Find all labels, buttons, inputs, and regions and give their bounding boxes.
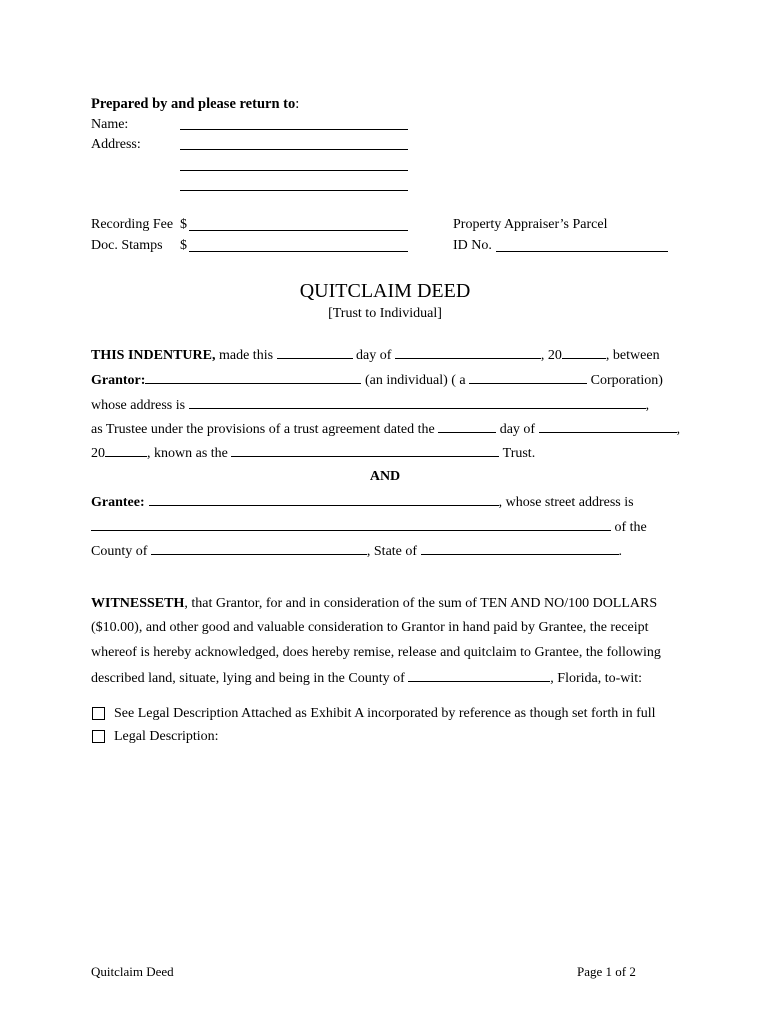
trust-comma-text: , [676, 422, 681, 437]
an-individual-text: (an individual) ( a [361, 373, 470, 388]
witness-line-3: whereof is hereby acknowledged, does hereby remise, release and quitclaim to Grantee, the following [91, 645, 661, 660]
footer-title: Quitclaim Deed [91, 964, 174, 979]
grantee-address-field[interactable] [91, 517, 611, 531]
witness-text-4b: , Florida, to-wit: [550, 671, 643, 686]
document-subtitle: [Trust to Individual] [328, 306, 442, 321]
indenture-line [91, 345, 660, 365]
of-the-text: of the [611, 520, 647, 535]
grantor-label: Grantor: [91, 373, 146, 388]
legal-description-label: Legal Description: [114, 729, 219, 744]
address-label: Address: [91, 137, 141, 152]
day-of-text: day of [352, 348, 395, 363]
trust-year-prefix: 20 [91, 446, 105, 461]
doc-stamps-field[interactable] [189, 251, 408, 252]
name-label: Name: [91, 117, 129, 132]
grantor-name-field[interactable] [145, 370, 361, 384]
trust-name-field[interactable] [231, 443, 499, 457]
known-as-text: , known as the [147, 446, 232, 461]
recording-fee-dollar: $ [180, 217, 187, 232]
name-field[interactable] [180, 129, 408, 130]
between-text: , between [605, 348, 660, 363]
grantee-line [91, 492, 634, 512]
address-field-line-1[interactable] [180, 149, 408, 150]
state-of-text: , State of [366, 544, 421, 559]
grantee-label: Grantee: [91, 495, 145, 510]
indenture-year-field[interactable] [562, 345, 606, 359]
recording-fee-label: Recording Fee [91, 217, 174, 232]
as-trustee-text: as Trustee under the provisions of a trust agreement dated the [91, 422, 439, 437]
period-text: . [618, 544, 623, 559]
page-number: Page 1 of 2 [577, 964, 636, 979]
indenture-day-field[interactable] [277, 345, 353, 359]
made-this-text: made this [215, 348, 277, 363]
comma-text: , [645, 398, 650, 413]
witness-line-4 [91, 668, 642, 688]
parcel-label: Property Appraiser’s Parcel [453, 217, 608, 232]
address-field-line-3[interactable] [180, 190, 408, 191]
witness-text-1: , that Grantor, for and in consideration of the sum of TEN AND NO/100 DOLLARS [184, 596, 658, 611]
trust-year-field[interactable] [105, 443, 147, 457]
parcel-id-field[interactable] [496, 251, 668, 252]
witness-label: WITNESSETH [91, 596, 185, 611]
legal-description-checkbox[interactable] [92, 730, 105, 743]
indenture-label: THIS INDENTURE, [91, 348, 216, 363]
corporation-text: Corporation) [587, 373, 663, 388]
grantee-name-field[interactable] [149, 492, 499, 506]
doc-stamps-dollar: $ [180, 238, 187, 253]
grantor-address-field[interactable] [189, 395, 646, 409]
witness-text-4a: described land, situate, lying and being in the County of [91, 671, 409, 686]
trust-text: Trust. [499, 446, 536, 461]
exhibit-checkbox[interactable] [92, 707, 105, 720]
whose-address-text: whose address is [91, 398, 189, 413]
grantee-county-field[interactable] [151, 541, 367, 555]
land-county-field[interactable] [408, 668, 550, 682]
county-of-text: County of [91, 544, 151, 559]
prepared-by-label: Prepared by and please return to [91, 96, 296, 112]
prepared-by-colon: : [295, 96, 300, 112]
indenture-month-field[interactable] [395, 345, 541, 359]
trustee-line [91, 419, 680, 439]
exhibit-option-label: See Legal Description Attached as Exhibit A incorporated by reference as though set forth in full [114, 706, 656, 721]
witness-line-1 [91, 595, 657, 613]
recording-fee-field[interactable] [189, 230, 408, 231]
parcel-id-label: ID No. [453, 238, 492, 253]
grantee-address-line [91, 517, 647, 537]
trust-name-line [91, 443, 535, 463]
document-title: QUITCLAIM DEED [299, 280, 471, 302]
year-prefix-text: , 20 [540, 348, 562, 363]
trust-date-month-field[interactable] [539, 419, 677, 433]
trust-date-day-field[interactable] [438, 419, 496, 433]
doc-stamps-label: Doc. Stamps [91, 238, 163, 253]
grantee-state-field[interactable] [421, 541, 619, 555]
county-state-line [91, 541, 622, 561]
whose-street-text: , whose street address is [498, 495, 634, 510]
and-heading: AND [369, 469, 401, 484]
address-field-line-2[interactable] [180, 170, 408, 171]
grantor-line [91, 370, 663, 390]
trust-day-of-text: day of [496, 422, 539, 437]
grantor-address-line [91, 395, 649, 415]
grantor-corporation-field[interactable] [469, 370, 587, 384]
prepared-by-heading [91, 95, 299, 113]
witness-line-2: ($10.00), and other good and valuable consideration to Grantor in hand paid by Grantee, the receipt [91, 620, 649, 635]
